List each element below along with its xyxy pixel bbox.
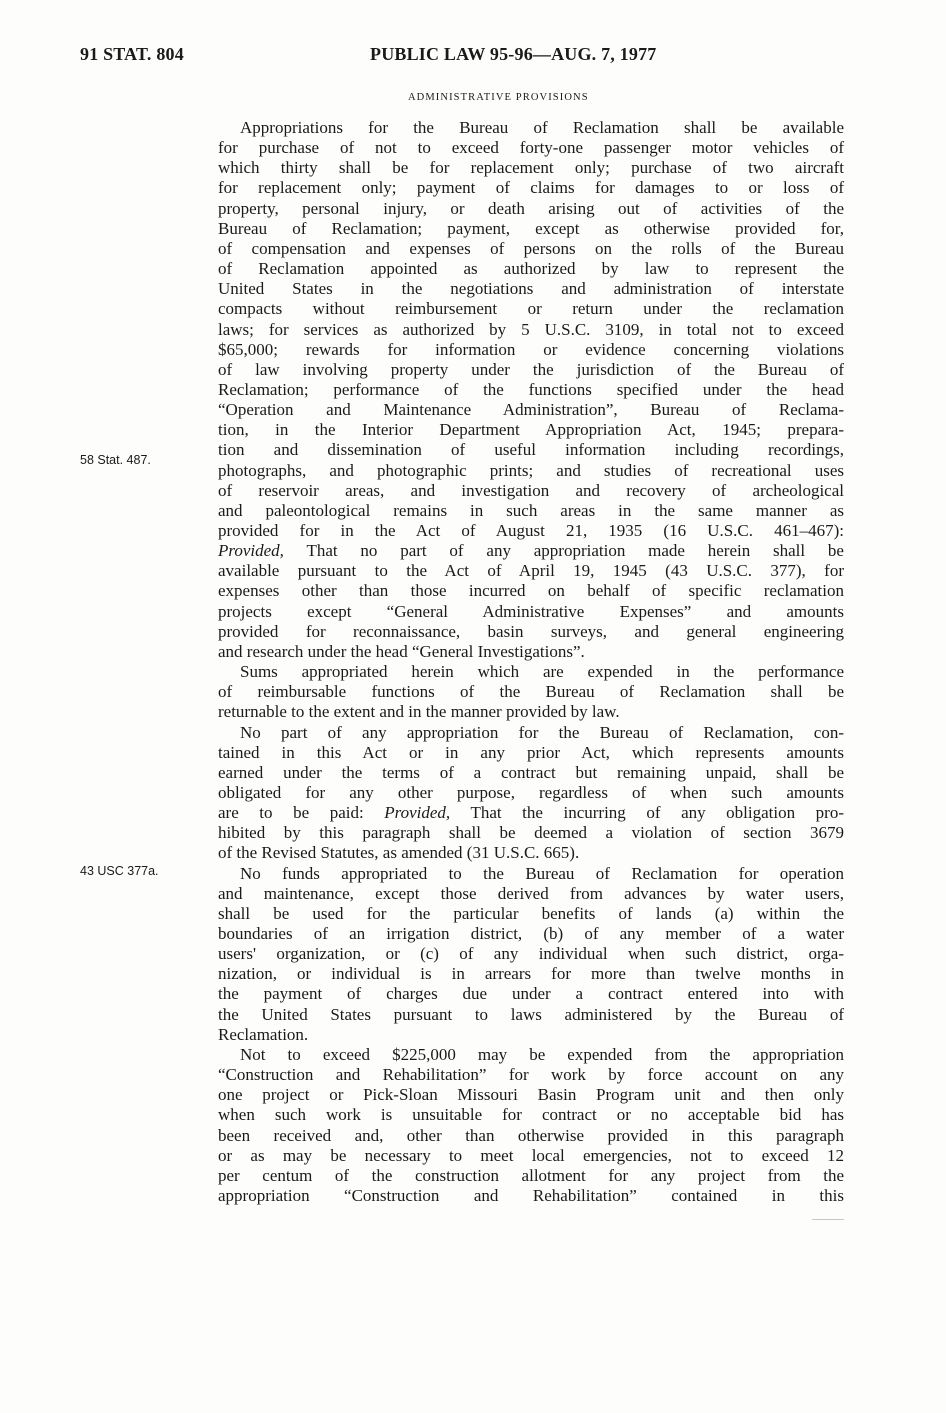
- line-text: Reclamation.: [218, 1024, 309, 1044]
- text-line: [240, 662, 844, 682]
- text-line: [218, 400, 844, 420]
- text-line: [218, 481, 844, 501]
- text-line: [218, 340, 844, 360]
- line-text: available pursuant to the Act of April 19, 1945 (43 U.S.C. 377), for: [218, 561, 844, 581]
- line-text: returnable to the extent and in the manner provided by law.: [218, 702, 620, 722]
- line-text: photographs, and photographic prints; and studies of recreational uses: [218, 460, 844, 480]
- text-line: [218, 1065, 844, 1085]
- text-line: [218, 380, 844, 400]
- line-text: when such work is unsuitable for contract or no acceptable bid has: [218, 1105, 844, 1125]
- text-line: [218, 219, 844, 239]
- text-line: [218, 884, 844, 904]
- line-text: “Operation and Maintenance Administration”, Bureau of Reclama-: [218, 400, 844, 420]
- text-line: [218, 360, 844, 380]
- line-text: projects except “General Administrative Expenses” and amounts: [218, 601, 844, 621]
- line-text: one project or Pick-Sloan Missouri Basin Program unit and then only: [218, 1085, 844, 1105]
- line-text: tion, in the Interior Department Appropriation Act, 1945; prepara-: [218, 420, 844, 440]
- line-text: and paleontological remains in such areas in the same manner as: [218, 500, 844, 520]
- text-line: [218, 521, 844, 541]
- line-text: earned under the terms of a contract but remaining unpaid, shall be: [218, 762, 844, 782]
- proviso-italic: Provided,: [218, 541, 284, 561]
- text-line: [218, 763, 844, 783]
- line-text: which thirty shall be for replacement only; purchase of two aircraft: [218, 158, 844, 178]
- statute-page-reference: 91 STAT. 804: [80, 44, 184, 64]
- line-text: of reservoir areas, and investigation and recovery of archeological: [218, 480, 844, 500]
- line-text: No part of any appropriation for the Bureau of Reclamation, con-: [240, 722, 844, 742]
- text-line: [218, 561, 844, 581]
- line-text: That the incurring of any obligation pro-: [470, 803, 845, 823]
- line-text: and research under the head “General Investigations”.: [218, 641, 585, 661]
- line-text: the payment of charges due under a contract entered into with: [218, 984, 844, 1004]
- line-text: been received and, other than otherwise provided in this paragraph: [218, 1125, 844, 1145]
- text-line: [218, 622, 844, 642]
- text-line: [218, 581, 844, 601]
- text-line: [218, 702, 844, 722]
- line-text: Sums appropriated herein which are expended in the performance: [240, 662, 844, 682]
- text-line: [218, 843, 844, 863]
- text-line: [240, 118, 844, 138]
- line-text: laws; for services as authorized by 5 U.S.C. 3109, in total not to exceed: [218, 319, 844, 339]
- text-line: [218, 138, 844, 158]
- text-line: [218, 1025, 844, 1045]
- line-text: “Construction and Rehabilitation” for work by force account on any: [218, 1065, 844, 1085]
- text-line: [218, 299, 844, 319]
- line-text: of law involving property under the jurisdiction of the Bureau of: [218, 359, 844, 379]
- section-title: ADMINISTRATIVE PROVISIONS: [408, 92, 589, 103]
- text-line: [218, 178, 844, 198]
- text-line: [218, 259, 844, 279]
- line-text: of the Revised Statutes, as amended (31 U.S.C. 665).: [218, 843, 580, 863]
- proviso-italic: Provided,: [384, 803, 451, 823]
- text-line: [218, 1105, 844, 1125]
- line-text: Bureau of Reclamation; payment, except as otherwise provided for,: [218, 218, 844, 238]
- text-line: [218, 1146, 844, 1166]
- margin-note-58-stat: 58 Stat. 487.: [80, 453, 151, 467]
- text-line: [218, 1126, 844, 1146]
- line-text: $65,000; rewards for information or evidence concerning violations: [218, 339, 844, 359]
- text-line: [218, 964, 844, 984]
- text-line: [218, 239, 844, 259]
- line-text: for replacement only; payment of claims for damages to or loss of: [218, 178, 844, 198]
- text-line: [218, 541, 844, 561]
- text-line: [218, 461, 844, 481]
- text-line: [218, 924, 844, 944]
- text-line: [218, 1166, 844, 1186]
- line-text: tained in this Act or in any prior Act, which represents amounts: [218, 742, 844, 762]
- public-law-heading: PUBLIC LAW 95-96—AUG. 7, 1977: [370, 44, 657, 64]
- text-line: [218, 1085, 844, 1105]
- text-line: [218, 682, 844, 702]
- line-text: of Reclamation appointed as authorized by law to represent the: [218, 259, 844, 279]
- line-text: and maintenance, except those derived from advances by water users,: [218, 883, 844, 903]
- line-text: of compensation and expenses of persons on the rolls of the Bureau: [218, 238, 844, 258]
- line-text: for purchase of not to exceed forty-one passenger motor vehicles of: [218, 138, 844, 158]
- line-text: appropriation “Construction and Rehabilitation” contained in this: [218, 1185, 844, 1205]
- line-text: No funds appropriated to the Bureau of Reclamation for operation: [240, 863, 844, 883]
- text-line: [218, 1005, 844, 1025]
- line-text: or as may be necessary to meet local emergencies, not to exceed 12: [218, 1145, 844, 1165]
- text-line: [218, 501, 844, 521]
- line-text: shall be used for the particular benefits of lands (a) within the: [218, 903, 844, 923]
- text-line: [218, 158, 844, 178]
- line-text: of reimbursable functions of the Bureau of Reclamation shall be: [218, 682, 844, 702]
- text-line: [218, 823, 844, 843]
- line-text: provided for in the Act of August 21, 1935 (16 U.S.C. 461–467):: [218, 521, 844, 540]
- line-text: provided for reconnaissance, basin surveys, and general engineering: [218, 621, 844, 641]
- text-line: [218, 420, 844, 440]
- margin-note-43-usc: 43 USC 377a.: [80, 864, 159, 878]
- line-text: property, personal injury, or death arising out of activities of the: [218, 198, 844, 218]
- text-line: [218, 279, 844, 299]
- line-text: per centum of the construction allotment for any project from the: [218, 1165, 844, 1185]
- line-text: Not to exceed $225,000 may be expended from the appropriation: [240, 1044, 844, 1064]
- text-line: [218, 602, 844, 622]
- line-text: compacts without reimbursement or return under the reclamation: [218, 299, 844, 319]
- text-line: [218, 440, 844, 460]
- text-line: [218, 803, 844, 823]
- text-line: [218, 783, 844, 803]
- line-text: expenses other than those incurred on behalf of specific reclamation: [218, 581, 844, 601]
- text-line: [218, 320, 844, 340]
- line-text: nization, or individual is in arrears for more than twelve months in: [218, 964, 844, 984]
- text-line: [218, 743, 844, 763]
- line-text: the United States pursuant to laws administered by the Bureau of: [218, 1004, 844, 1024]
- line-text: users' organization, or (c) of any individual when such district, orga-: [218, 944, 844, 964]
- text-line: [218, 904, 844, 924]
- line-text: That no part of any appropriation made herein shall be: [306, 541, 844, 561]
- text-line: [240, 864, 844, 884]
- text-line: [218, 984, 844, 1004]
- text-line: [218, 944, 844, 964]
- text-line: [218, 642, 844, 662]
- line-text: tion and dissemination of useful information including recordings,: [218, 440, 844, 460]
- line-text: United States in the negotiations and administration of interstate: [218, 279, 844, 299]
- line-text: hibited by this paragraph shall be deemed a violation of section 3679: [218, 823, 844, 843]
- line-text: boundaries of an irrigation district, (b) of any member of a water: [218, 924, 844, 943]
- line-text: Reclamation; performance of the functions specified under the head: [218, 379, 844, 399]
- text-line: [240, 1045, 844, 1065]
- text-line: [218, 1186, 844, 1206]
- line-text: Appropriations for the Bureau of Reclamation shall be available: [240, 118, 844, 137]
- text-line: [240, 723, 844, 743]
- text-line: [218, 199, 844, 219]
- footer-rule: [812, 1219, 844, 1220]
- line-prefix: are to be paid:: [218, 803, 385, 823]
- line-text: obligated for any other purpose, regardless of when such amounts: [218, 782, 844, 802]
